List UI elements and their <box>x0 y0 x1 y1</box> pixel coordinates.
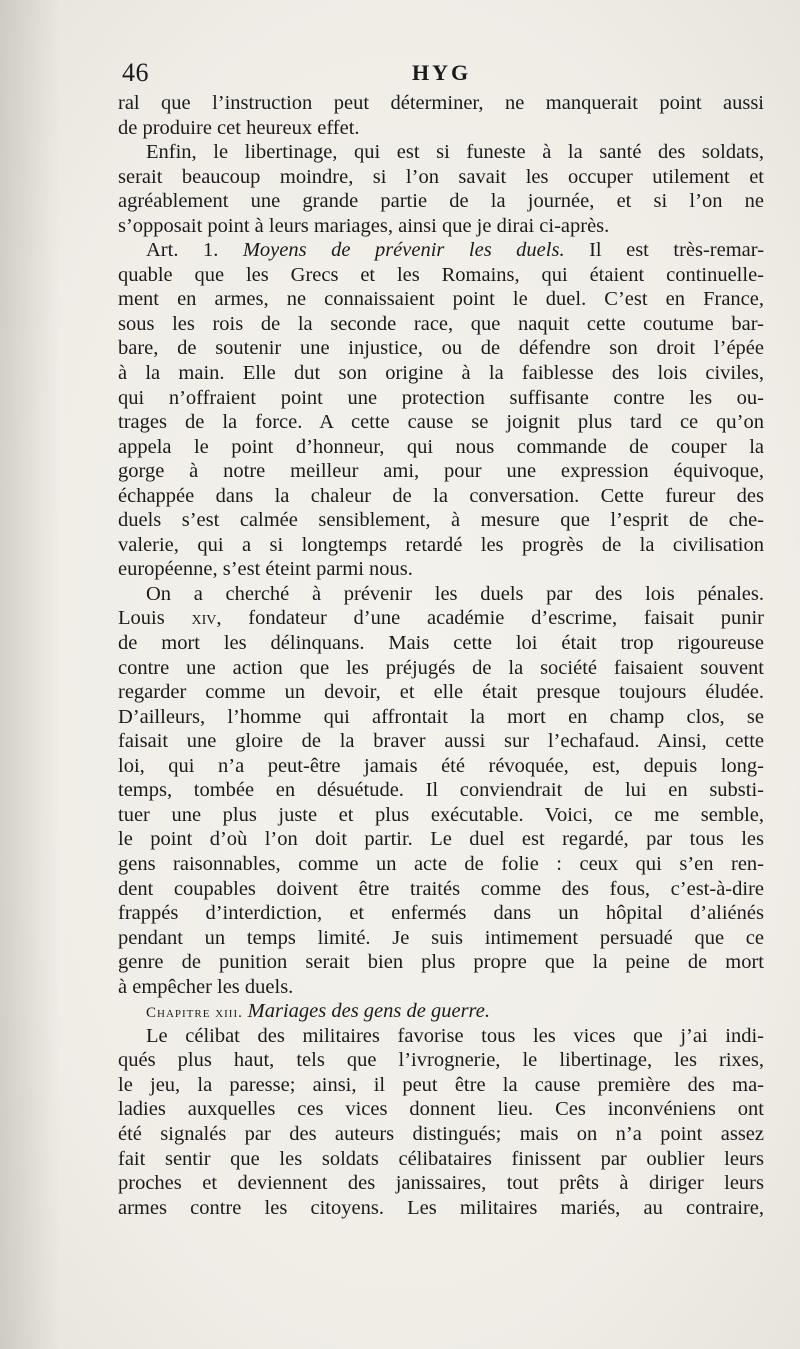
text-line: D’ailleurs, l’homme qui affrontait la mort en champ clos, se <box>118 705 764 728</box>
text-line: le point d’où l’on doit partir. Le duel est regardé, par tous les <box>118 828 764 851</box>
text-line: dent coupables doivent être traités comme des fous, c’est-à-dire <box>118 877 764 900</box>
text-line: ral que l’instruction peut déterminer, ne manquerait point aussi <box>118 92 764 114</box>
text-segment: xiv <box>191 607 217 630</box>
text-line: tuer une plus juste et plus exécutable. Voici, ce me semble, <box>118 803 764 826</box>
text-line: quable que les Grecs et les Romains, qui étaient continuelle- <box>118 263 764 286</box>
text-line <box>118 999 764 1024</box>
text-line: agréablement une grande partie de la journée, et si l’on ne <box>118 190 764 213</box>
text-line: à empêcher les duels. <box>118 975 294 998</box>
text-line: qués plus haut, tels que l’ivrognerie, le libertinage, les rixes, <box>118 1049 764 1072</box>
text-line: proches et deviennent des janissaires, tout prêts à diriger leurs <box>118 1172 764 1195</box>
text-line: bare, de soutenir une injustice, ou de défendre son droit l’épée <box>118 337 764 360</box>
text-line: à la main. Elle dut son origine à la faiblesse des lois civiles, <box>118 362 764 385</box>
text-segment: Louis <box>118 607 192 630</box>
text-line: trages de la force. A cette cause se joignit plus tard ce qu’on <box>118 411 764 434</box>
text-line: faisait une gloire de la braver aussi sur l’echafaud. Ainsi, cette <box>118 730 764 753</box>
text-line: le jeu, la paresse; ainsi, il peut être la cause première des ma- <box>118 1073 764 1096</box>
text-line: armes contre les citoyens. Les militaires mariés, au contraire, <box>118 1196 764 1219</box>
text-line: genre de punition serait bien plus propre que la peine de mort <box>118 951 764 974</box>
text-line: temps, tombée en désuétude. Il conviendrait de lui en substi- <box>118 779 764 802</box>
text-line: valerie, qui a si longtemps retardé les progrès de la civilisation <box>118 533 764 556</box>
text-line: de produire cet heureux effet. <box>118 116 360 139</box>
text-line: échappée dans la chaleur de la conversation. Cette fureur des <box>118 484 764 507</box>
text-line: duels s’est calmée sensiblement, à mesure que l’esprit de che- <box>118 509 764 532</box>
italic-text: Moyens de prévenir les duels. <box>242 239 565 262</box>
chapter-label: Chapitre xiii. <box>146 1005 248 1022</box>
text-line: Enfin, le libertinage, qui est si funeste à la santé des soldats, <box>146 141 764 164</box>
text-line <box>118 606 764 631</box>
text-line: frappés d’interdiction, et enfermés dans un hôpital d’aliénés <box>118 902 764 925</box>
text-line: contre une action que les préjugés de la société faisaient souvent <box>118 656 764 679</box>
text-line: de mort les délinquans. Mais cette loi était trop rigoureuse <box>118 632 764 655</box>
text-line: Le célibat des militaires favorise tous les vices que j’ai indi- <box>146 1024 764 1047</box>
text-segment: Il est très-remar- <box>564 239 764 262</box>
gutter-shadow <box>0 0 60 1349</box>
text-line: gens raisonnables, comme un acte de folie : ceux qui s’en ren- <box>118 852 764 875</box>
page-header <box>122 58 762 90</box>
text-line: été signalés par des auteurs distingués; mais on n’a point assez <box>118 1122 764 1145</box>
text-line: loi, qui n’a peut-être jamais été révoquée, est, depuis long- <box>118 754 764 777</box>
page-number: 46 <box>122 58 149 87</box>
text-segment: , fondateur d’une académie d’escrime, faisait punir <box>216 607 764 630</box>
text-line: serait beaucoup moindre, si l’on savait les occuper utilement et <box>118 165 764 188</box>
text-line: s’opposait point à leurs mariages, ainsi que je dirai ci-après. <box>118 214 610 237</box>
text-line: ladies auxquelles ces vices donnent lieu. Ces inconvéniens ont <box>118 1098 764 1121</box>
text-line: appela le point d’honneur, qui nous commande de couper la <box>118 435 764 458</box>
italic-text: Mariages des gens de guerre. <box>247 1000 490 1023</box>
text-line: fait sentir que les soldats célibataires finissent par oublier leurs <box>118 1147 764 1170</box>
body-text <box>118 91 764 1220</box>
text-line: sous les rois de la seconde race, que naquit cette coutume bar- <box>118 312 764 335</box>
text-line: On a cherché à prévenir les duels par des lois pénales. <box>146 582 764 605</box>
text-line <box>118 238 764 263</box>
text-line: ment en armes, ne connaissaient point le duel. C’est en France, <box>118 288 764 311</box>
text-line: qui n’offraient point une protection suffisante contre les ou- <box>118 386 764 409</box>
text-line: regarder comme un devoir, et elle était presque toujours éludée. <box>118 681 764 704</box>
text-line: européenne, s’est éteint parmi nous. <box>118 558 413 581</box>
text-segment: Art. 1. <box>146 239 243 262</box>
text-line: gorge à notre meilleur ami, pour une expression équivoque, <box>118 460 764 483</box>
text-line: pendant un temps limité. Je suis intimement persuadé que ce <box>118 926 764 949</box>
running-head: HYG <box>412 60 472 85</box>
